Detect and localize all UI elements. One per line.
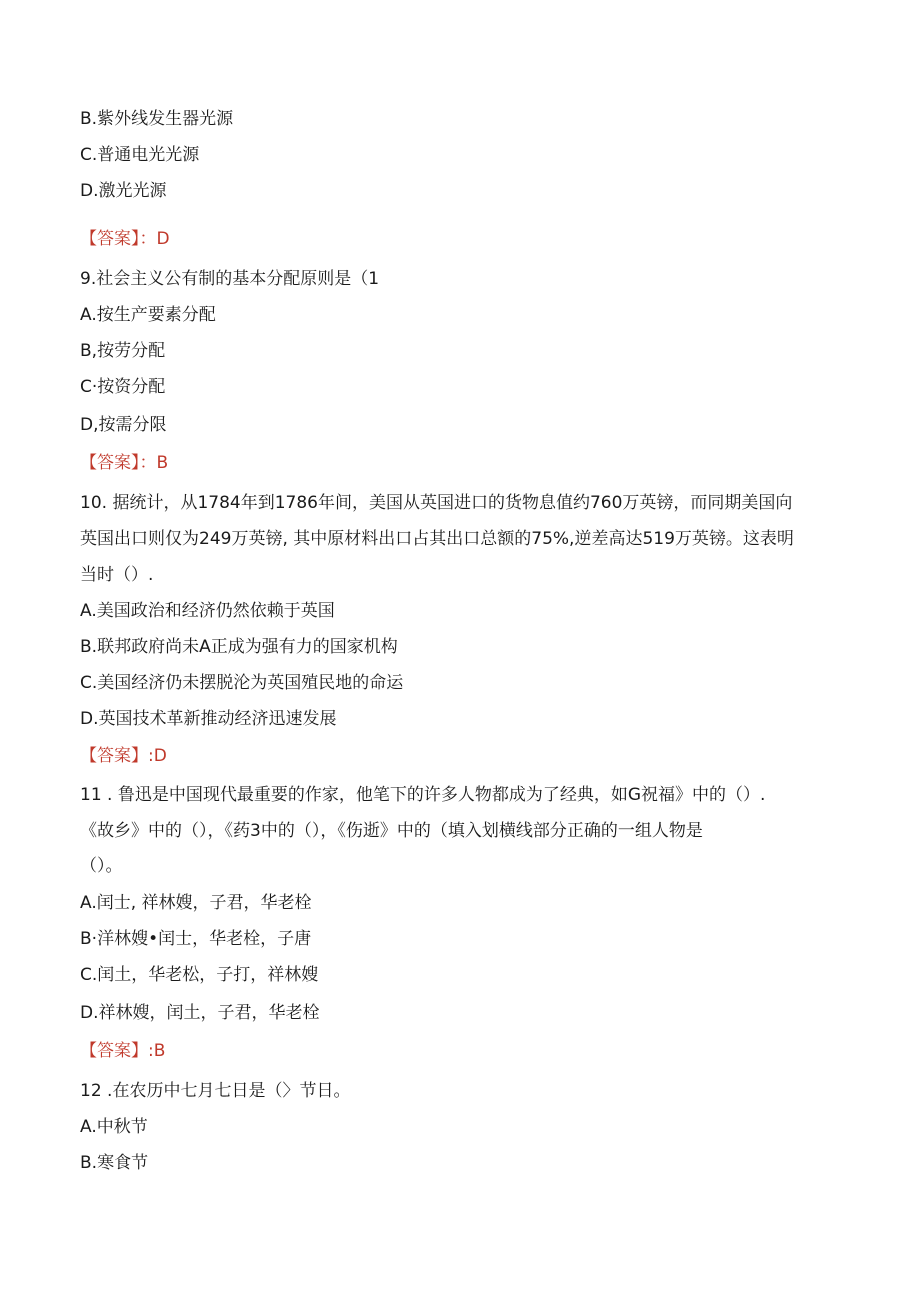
option-line: C.普通电光光源	[80, 145, 200, 165]
option-line: A.美国政治和经济仍然依赖于英国	[80, 601, 335, 621]
option-line: D.激光光源	[80, 181, 167, 201]
option-line: D.祥林嫂，闰土，子君，华老栓	[80, 1003, 320, 1023]
option-line: B.寒食节	[80, 1153, 149, 1173]
question-line: 11 . 鲁迅是中国现代最重要的作家，他笔下的许多人物都成为了经典，如G祝福》中的（）.	[80, 785, 766, 805]
option-line: B.联邦政府尚未A正成为强有力的国家机构	[80, 637, 398, 657]
answer-label: 【答案】	[80, 1041, 148, 1061]
answer-line	[80, 228, 850, 250]
question-line: 当时（）.	[80, 565, 154, 585]
option-line: B,按劳分配	[80, 341, 166, 361]
question-line: 9.社会主义公有制的基本分配原则是（1	[80, 269, 380, 289]
answer-label: 【答案】：	[80, 229, 157, 249]
option-line: A.闰士, 祥林嫂，子君，华老栓	[80, 893, 312, 913]
answer-value: B	[156, 453, 169, 473]
option-line: C·按资分配	[80, 377, 166, 397]
answer-line	[80, 452, 850, 474]
answer-label: 【答案】：	[80, 453, 157, 473]
answer-value: :B	[148, 1041, 166, 1061]
answer-line	[80, 745, 850, 767]
option-line: D.英国技术革新推动经济迅速发展	[80, 709, 337, 729]
option-line: C.美国经济仍未摆脱沦为英国殖民地的命运	[80, 673, 404, 693]
option-line: A.中秋节	[80, 1117, 148, 1137]
option-line: A.按生产要素分配	[80, 305, 216, 325]
question-line: 英国出口则仅为249万英镑, 其中原材料出口占其出口总额的75%,逆差高达519万英镑。这表明	[80, 529, 794, 549]
answer-line	[80, 1040, 850, 1062]
option-line: B.紫外线发生器光源	[80, 109, 234, 129]
question-line: 12 .在农历中七月七日是（〉节日。	[80, 1081, 351, 1101]
answer-value: :D	[148, 746, 167, 766]
option-line: C.闰土，华老松，子打，祥林嫂	[80, 965, 319, 985]
answer-label: 【答案】	[80, 746, 148, 766]
question-line: 10. 据统计，从1784年到1786年间，美国从英国进口的货物息值约760万英镑，而同期美国向	[80, 493, 793, 513]
option-line: D,按需分限	[80, 415, 167, 435]
option-line: B·洋林嫂•闰士，华老栓，子唐	[80, 929, 312, 949]
question-line: 《故乡》中的（），《药3中的（），《伤逝》中的（填入划横线部分正确的一组人物是	[80, 821, 703, 841]
question-line: （）。	[80, 856, 123, 876]
answer-value: D	[156, 229, 170, 249]
